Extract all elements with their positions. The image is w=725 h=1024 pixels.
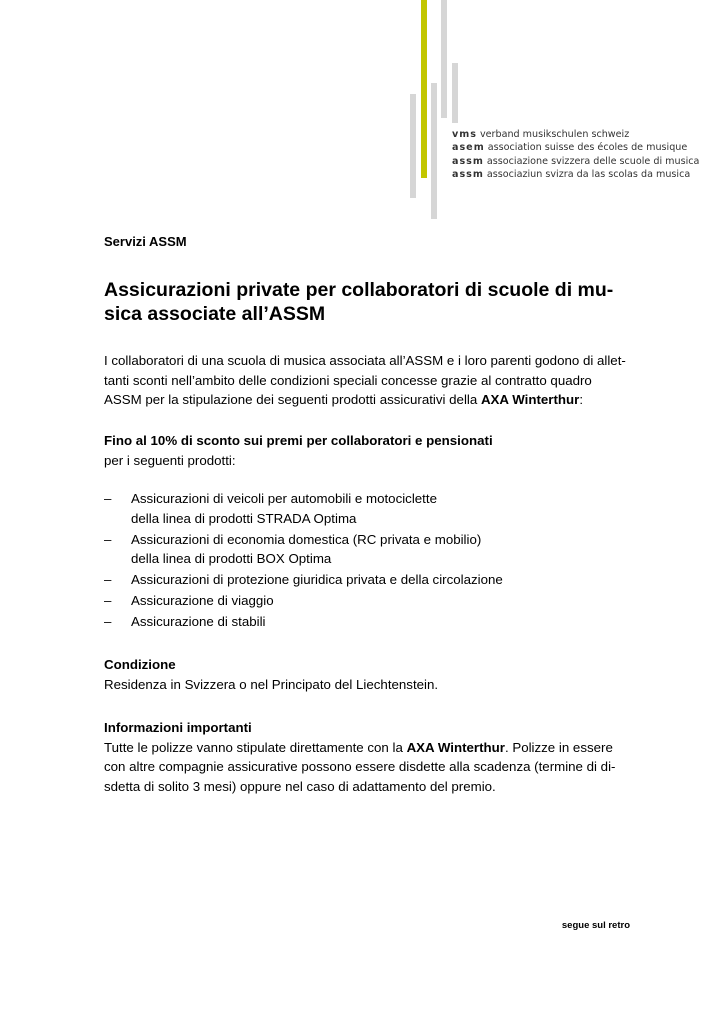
logo-bar <box>410 94 416 198</box>
info-heading: Informazioni importanti <box>104 720 252 735</box>
logo-line: assm associaziun svizra da las scolas da musica <box>452 168 691 180</box>
info-section: Informazioni importanti Tutte le polizze vanno stipulate direttamente con la AXA Winterthur. Polizze in essere con altre compagnie assicurative possono essere disdette alla scadenza (termine di di- sdetta di solito 3 mesi) oppure nel caso di adattamento del premio. <box>104 720 616 794</box>
intro-paragraph: I collaboratori di una scuola di musica associata all’ASSM e i loro parenti godono di allet- tanti sconti nell’ambito delle condizioni speciali concesse grazie al contratto quadro ASSM per la stipulazione dei seguenti prodotti assicurativi della AXA Winterthur: <box>104 353 626 407</box>
logo-line: vms verband musikschulen schweiz <box>452 129 630 140</box>
discount-heading: Fino al 10% di sconto sui premi per collaboratori e pensionati <box>104 433 493 448</box>
condition-text: Residenza in Svizzera o nel Principato del Liechtenstein. <box>104 676 439 692</box>
logo-bar <box>452 63 458 123</box>
company-name: AXA Winterthur <box>480 392 580 407</box>
list-item: – Assicurazioni di veicoli per automobili e motociclette della linea di prodotti STRADA Optima <box>104 491 437 526</box>
logo-line: assm associazione svizzera delle scuole di musica <box>452 155 700 167</box>
list-item: – Assicurazione di stabili <box>104 614 266 629</box>
logo-bar <box>441 0 447 118</box>
discount-subtext: per i seguenti prodotti: <box>104 452 236 468</box>
condition-section <box>104 655 644 694</box>
company-name: AXA Winterthur <box>406 739 505 755</box>
logo-line: asem association suisse des écoles de musique <box>452 142 688 154</box>
list-item: – Assicurazione di viaggio <box>104 593 274 608</box>
logo-bar <box>431 83 437 219</box>
list-item: – Assicurazioni di economia domestica (RC privata e mobilio) della linea di prodotti BOX Optima <box>104 531 482 566</box>
logo-text <box>452 128 699 181</box>
logo-bar <box>421 0 427 178</box>
discount-section <box>104 431 644 470</box>
list-item: – Assicurazioni di protezione giuridica privata e della circolazione <box>104 572 503 587</box>
product-list <box>104 489 644 633</box>
section-kicker: Servizi ASSM <box>104 234 187 249</box>
continue-note: segue sul retro <box>561 920 630 931</box>
condition-heading: Condizione <box>104 657 176 672</box>
page-title: Assicurazioni private per collaboratori di scuole di mu- sica associate all’ASSM <box>104 279 614 325</box>
